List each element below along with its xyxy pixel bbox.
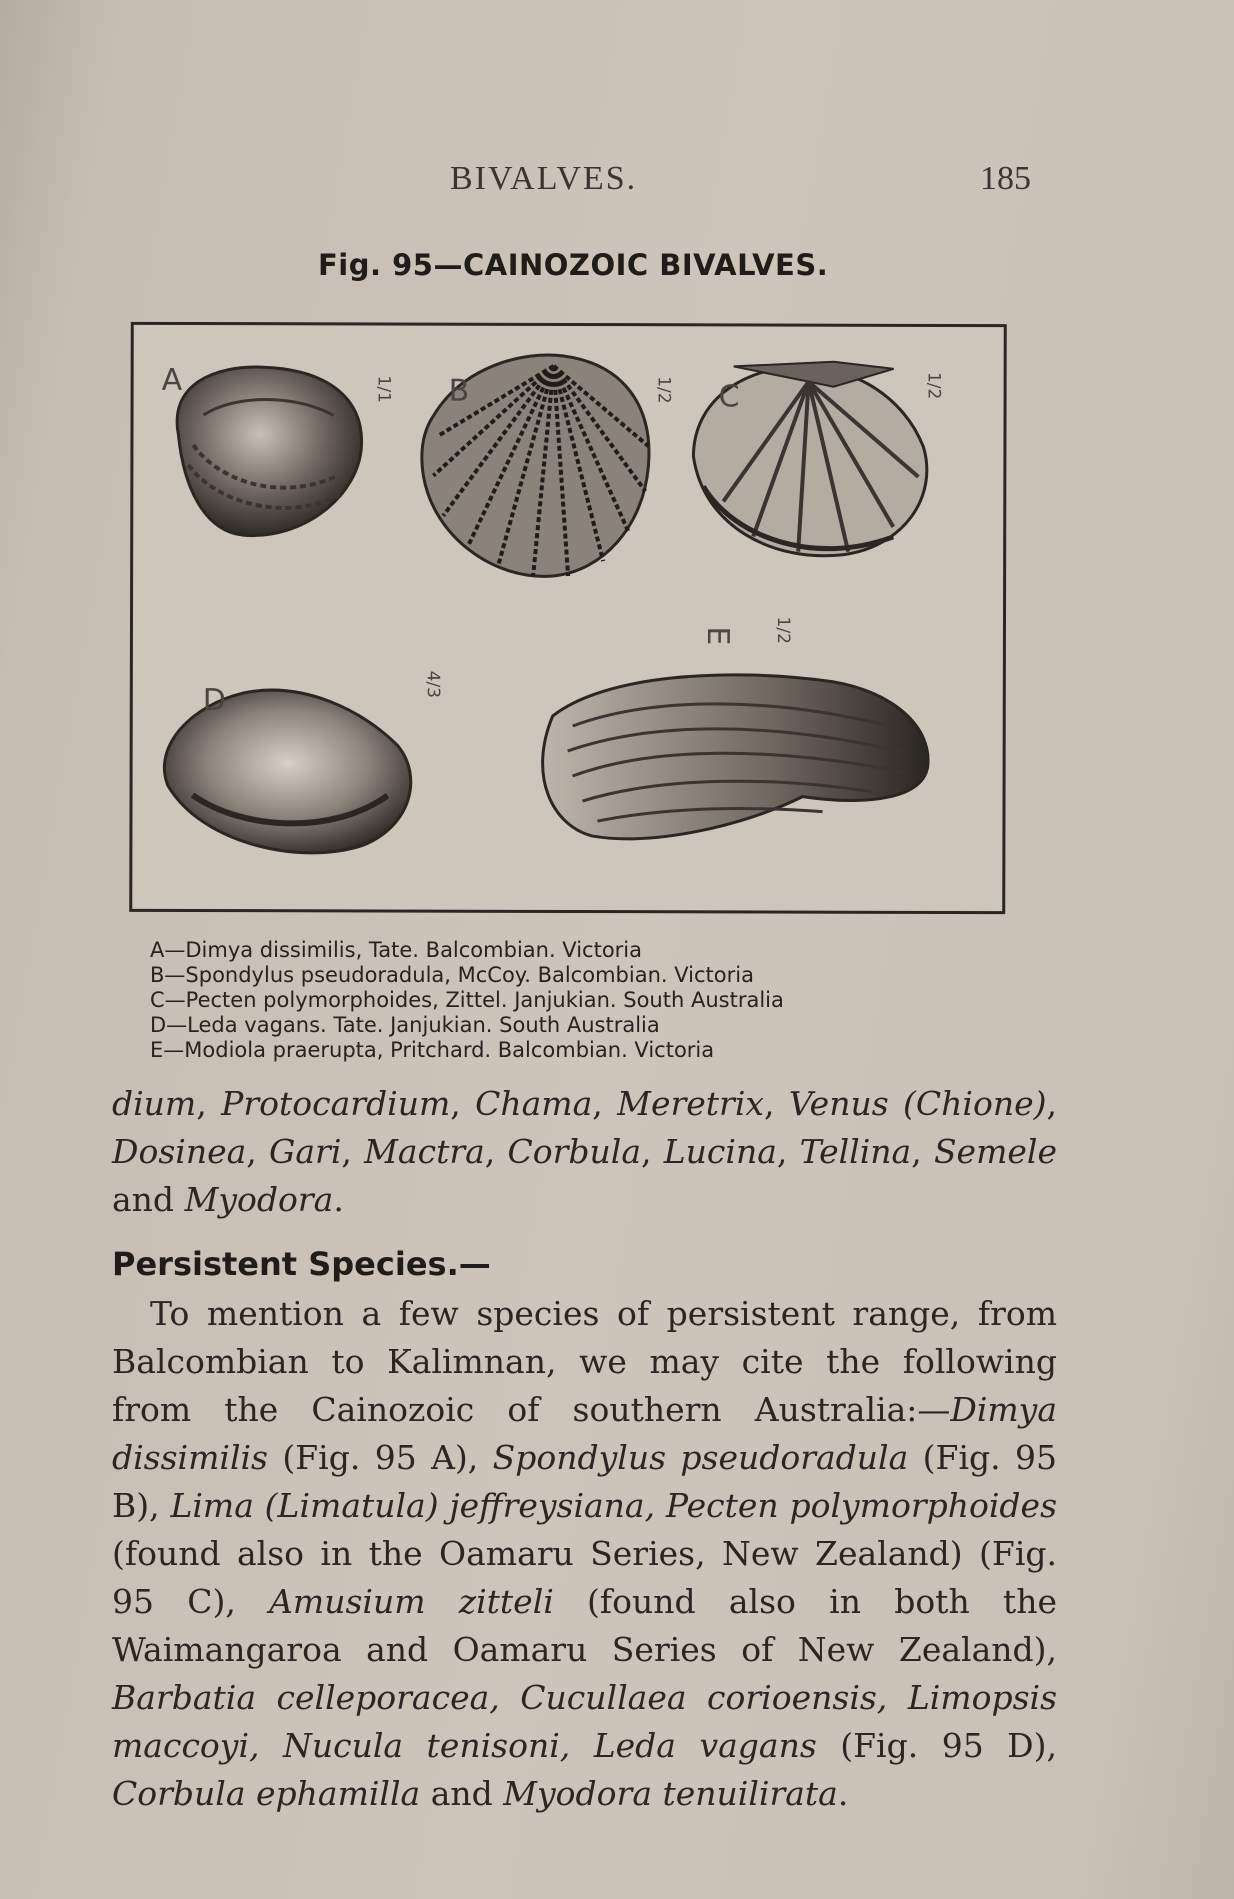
shell-e-drawing [542, 674, 928, 839]
genus-name: Tellina [799, 1132, 912, 1171]
sentence-end: . [333, 1180, 344, 1219]
figure-frame [129, 322, 1007, 914]
panel-label-b: B [448, 373, 470, 409]
figure-caption: B—Spondylus pseudoradula, McCoy. Balcombian. Victoria [150, 963, 754, 987]
panel-label-a: A [161, 362, 183, 398]
figure-caption: C—Pecten polymorphoides, Zittel. Janjukian. South Australia [150, 988, 784, 1012]
species-name: Myodora tenuilirata [503, 1774, 838, 1813]
genus-name: Protocardium [221, 1084, 451, 1123]
species-name: Spondylus pseudoradula [492, 1438, 909, 1477]
genus-name: Corbula [507, 1132, 642, 1171]
figure-illustration [132, 325, 1004, 911]
species-name: Dimya dissimilis [112, 1390, 1057, 1477]
genus-list-paragraph: dium, Protocardium, Chama, Meretrix, Venus (Chione), Dosinea, Gari, Mactra, Corbula, Lucina, Tellina, Semele and Myodora. [112, 1084, 1057, 1219]
genus-name: Lucina [663, 1132, 777, 1171]
figure-caption: A—Dimya dissimilis, Tate. Balcombian. Victoria [150, 938, 643, 962]
body-text-run: (found also in the Oamaru Series, New Zealand) (Fig. 95 C), [112, 1534, 1057, 1621]
body-text-run: (found also in both the Waimangaroa and Oamaru Series of New Zealand), [112, 1582, 1057, 1669]
figure-title: Fig. 95—CAINOZOIC BIVALVES. [318, 248, 829, 282]
panel-label-e: E [699, 626, 735, 646]
figure-caption: D—Leda vagans. Tate. Janjukian. South Australia [150, 1013, 660, 1037]
panel-scale-c: 1/2 [923, 371, 944, 400]
page-number: 185 [980, 160, 1031, 197]
species-name: Amusium zitteli [269, 1582, 554, 1621]
species-name: Lima (Limatula) jeffreysiana, Pecten polymorphoides [170, 1486, 1058, 1525]
genus-name: dium [112, 1084, 197, 1123]
panel-scale-b: 1/2 [653, 376, 674, 404]
section-heading: Persistent Species.— [112, 1245, 491, 1283]
panel-scale-d: 4/3 [422, 670, 443, 699]
persistent-species-paragraph [112, 1290, 1057, 1818]
body-text-run: . [837, 1774, 849, 1813]
genus-name: Gari [269, 1132, 342, 1171]
conjunction: and [112, 1180, 175, 1219]
species-name: Barbatia celleporacea, Cucullaea corioensis, Limopsis maccoyi, Nucula tenisoni, Leda vagans [112, 1678, 1057, 1765]
panel-scale-a: 1/1 [373, 375, 394, 403]
shell-d-drawing [164, 690, 411, 853]
body-text-run: and [420, 1774, 504, 1813]
species-name: Corbula ephamilla [112, 1774, 421, 1813]
panel-label-c: C [718, 379, 740, 415]
body-text-run: (Fig. 95 D), [816, 1726, 1057, 1765]
page-header [0, 160, 1234, 206]
figure-caption-list [150, 938, 1010, 1063]
intro-text: To mention a few species of persistent range, from Balcombian to Kalimnan, we may cite the following from the Cainozoic of southern Australia:— [112, 1294, 1057, 1429]
genus-name: Semele [933, 1132, 1057, 1171]
panel-scale-e: 1/2 [772, 616, 794, 644]
panel-label-d: D [202, 683, 226, 719]
genus-name: Myodora [184, 1180, 334, 1219]
shell-a-drawing [177, 367, 362, 536]
genus-name: Venus (Chione) [788, 1084, 1047, 1123]
genus-name: Mactra [364, 1132, 485, 1171]
genus-name: Dosinea [112, 1132, 247, 1171]
body-text-run: (Fig. 95 A), [268, 1438, 493, 1477]
genus-name: Chama [475, 1084, 593, 1123]
figure-caption: E—Modiola praerupta, Pritchard. Balcombian. Victoria [150, 1038, 715, 1062]
running-head: BIVALVES. [450, 160, 638, 197]
body-text-run: (Fig. 95 B), [112, 1438, 1057, 1525]
genus-name: Meretrix [617, 1084, 764, 1123]
